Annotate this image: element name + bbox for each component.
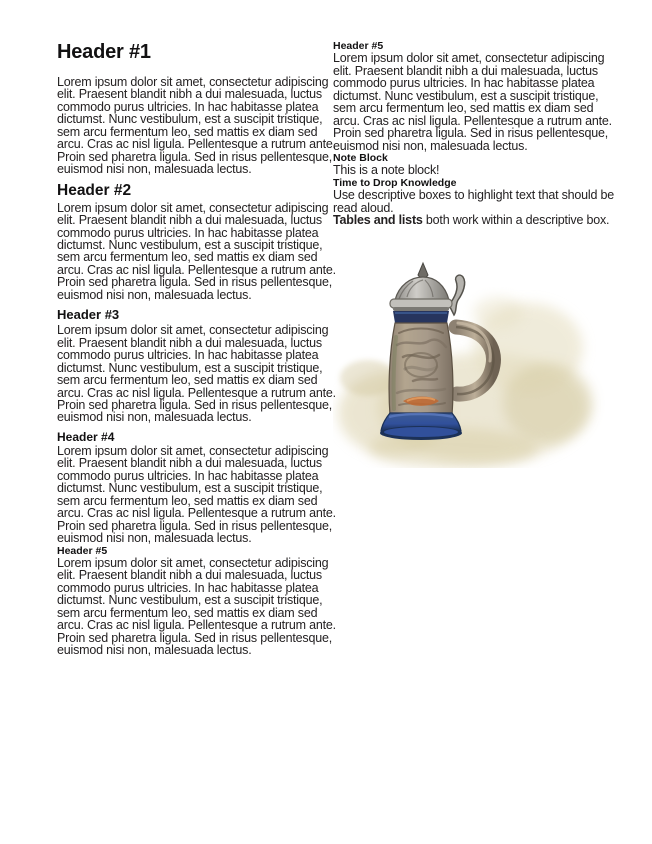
- heading-3: Header #3: [57, 307, 120, 323]
- heading-4: Header #4: [57, 429, 115, 444]
- lorem-paragraph: Lorem ipsum dolor sit amet, consectetur adipiscing elit. Praesent blandit nibh a dui malesuada, luctus commodo purus ultricies. In hac habitasse platea dictumst. Nunc vestibulum, est a suscipit tristique, sem arcu fermentum leo, sed mattis ex diam sed arcu. Cras ac nisl ligula. Pellentesque a rutrum ante. Proin sed pharetra ligula. Sed in risus pellentesque, euismod nisi non, malesuada lectus.: [57, 555, 336, 658]
- stein-foot: [380, 413, 462, 440]
- heading-5: Header #5: [57, 544, 108, 557]
- right-column: [333, 40, 618, 468]
- left-column: [57, 40, 339, 657]
- knowledge-body: Use descriptive boxes to highlight text that should be read aloud.: [333, 188, 615, 215]
- lorem-paragraph: Lorem ipsum dolor sit amet, consectetur adipiscing elit. Praesent blandit nibh a dui malesuada, luctus commodo purus ultricies. In hac habitasse platea dictumst. Nunc vestibulum, est a suscipit tristique, sem arcu fermentum leo, sed mattis ex diam sed arcu. Cras ac nisl ligula. Pellentesque a rutrum ante. Proin sed pharetra ligula. Sed in risus pellentesque, euismod nisi non, malesuada lectus.: [333, 51, 612, 153]
- stein-illustration: [333, 253, 613, 468]
- stein-neck-band: [393, 311, 449, 323]
- heading-5-right: Header #5: [333, 40, 384, 52]
- stein-body: [389, 323, 453, 416]
- stein-lid: [390, 263, 452, 311]
- note-block-title: Note Block: [333, 152, 388, 165]
- lorem-paragraph: Lorem ipsum dolor sit amet, consectetur adipiscing elit. Praesent blandit nibh a dui malesuada, luctus commodo purus ultricies. In hac habitasse platea dictumst. Nunc vestibulum, est a suscipit tristique, sem arcu fermentum leo, sed mattis ex diam sed arcu. Cras ac nisl ligula. Pellentesque a rutrum ante. Proin sed pharetra ligula. Sed in risus pellentesque, euismod nisi non, malesuada lectus.: [57, 200, 336, 302]
- heading-2: Header #2: [57, 181, 132, 199]
- lorem-paragraph: Lorem ipsum dolor sit amet, consectetur adipiscing elit. Praesent blandit nibh a dui malesuada, luctus commodo purus ultricies. In hac habitasse platea dictumst. Nunc vestibulum, est a suscipit tristique, sem arcu fermentum leo, sed mattis ex diam sed arcu. Cras ac nisl ligula. Pellentesque a rutrum ante. Proin sed pharetra ligula. Sed in risus pellentesque, euismod nisi non, malesuada lectus.: [57, 323, 336, 425]
- lorem-paragraph: Lorem ipsum dolor sit amet, consectetur adipiscing elit. Praesent blandit nibh a dui malesuada, luctus commodo purus ultricies. In hac habitasse platea dictumst. Nunc vestibulum, est a suscipit tristique, sem arcu fermentum leo, sed mattis ex diam sed arcu. Cras ac nisl ligula. Pellentesque a rutrum ante. Proin sed pharetra ligula. Sed in risus pellentesque, euismod nisi non, malesuada lectus.: [57, 75, 336, 177]
- lorem-paragraph: Lorem ipsum dolor sit amet, consectetur adipiscing elit. Praesent blandit nibh a dui malesuada, luctus commodo purus ultricies. In hac habitasse platea dictumst. Nunc vestibulum, est a suscipit tristique, sem arcu fermentum leo, sed mattis ex diam sed arcu. Cras ac nisl ligula. Pellentesque a rutrum ante. Proin sed pharetra ligula. Sed in risus pellentesque, euismod nisi non, malesuada lectus.: [57, 443, 336, 546]
- knowledge-title: Time to Drop Knowledge: [333, 176, 457, 189]
- heading-1: Header #1: [57, 41, 151, 63]
- note-block-body: This is a note block!: [333, 163, 440, 178]
- tables-paragraph: [333, 214, 618, 226]
- stein-thumblift: [449, 275, 465, 315]
- tables-rest: both work within a descriptive box.: [422, 213, 610, 228]
- tables-bold-lead: Tables and lists: [333, 213, 423, 228]
